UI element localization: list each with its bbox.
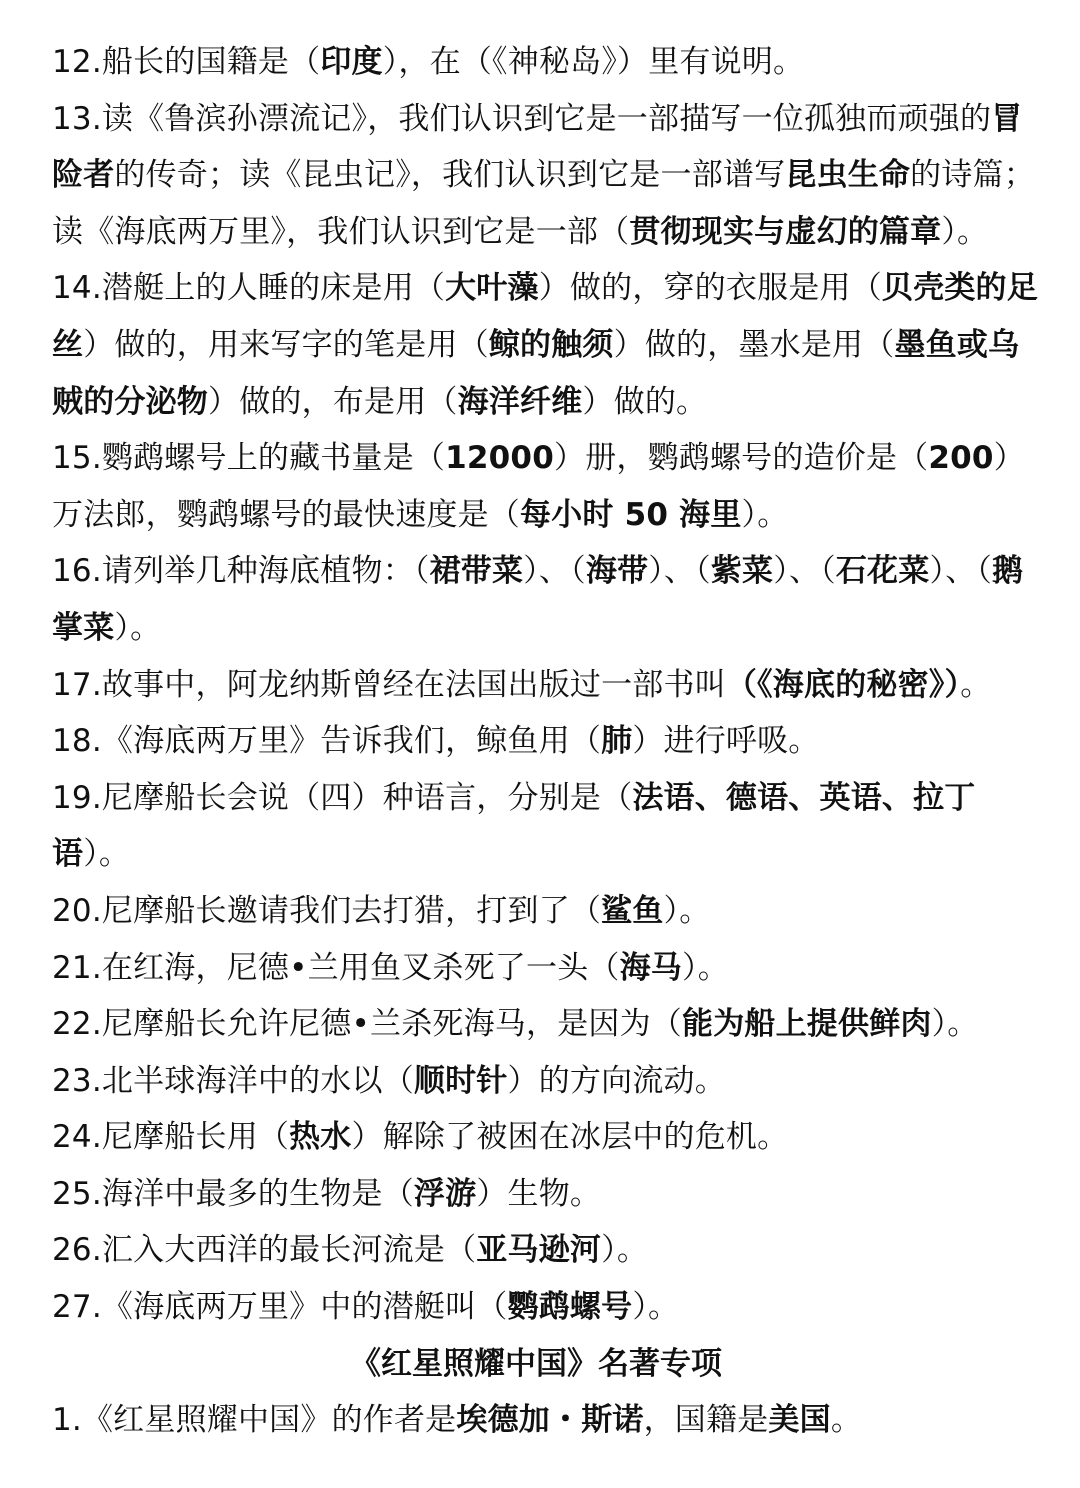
question-text: ）做的。 <box>582 383 708 420</box>
question-number: 15. <box>52 440 102 477</box>
section-question-list <box>52 1392 1040 1449</box>
question-number: 27. <box>52 1289 102 1326</box>
answer-text: 埃德加・斯诺 <box>456 1402 644 1439</box>
answer-text: 美国 <box>768 1402 831 1439</box>
question-text: 《海底两万里》中的潜艇叫（ <box>101 1289 508 1326</box>
question-list <box>52 34 1040 1336</box>
question-text: 的传奇；读《昆虫记》，我们认识到它是一部谱写 <box>114 157 786 194</box>
question-number: 12. <box>52 44 102 80</box>
answer-text: 法语、德语、英语、拉丁语 <box>52 779 976 873</box>
question-number: 19. <box>52 779 102 816</box>
question-number: 14. <box>52 270 102 307</box>
question-text: ）。 <box>931 1006 979 1043</box>
answer-text: 鹦鹉螺号 <box>507 1289 633 1326</box>
question-item <box>52 657 1040 714</box>
answer-text: 浮游 <box>413 1175 477 1212</box>
question-text: ）。 <box>741 496 789 533</box>
answer-text: 能为船上提供鲜肉 <box>682 1006 932 1043</box>
answer-text: 鲨鱼 <box>601 892 664 929</box>
answer-text: 裙带菜 <box>429 553 524 590</box>
question-number: 24. <box>52 1119 102 1156</box>
question-text: ）。 <box>632 1289 680 1326</box>
answer-text: 亚马逊河 <box>476 1232 602 1269</box>
question-number: 22. <box>52 1006 102 1043</box>
question-item <box>52 543 1040 656</box>
question-number: 25. <box>52 1175 102 1212</box>
question-number: 16. <box>52 553 102 590</box>
question-text: ）册，鹦鹉螺号的造价是（ <box>553 440 929 477</box>
question-text: ）进行呼吸。 <box>632 723 820 760</box>
question-number: 23. <box>52 1062 102 1099</box>
question-item <box>52 1222 1040 1279</box>
question-item <box>52 1109 1040 1166</box>
question-text: 读《鲁滨孙漂流记》，我们认识到它是一部描写一位孤独而顽强的 <box>101 100 992 137</box>
question-item <box>52 91 1040 261</box>
question-number: 18. <box>52 723 102 760</box>
question-text: 《红星照耀中国》的作者是 <box>81 1402 457 1439</box>
answer-text: 热水 <box>289 1119 352 1156</box>
answer-text: 海洋纤维 <box>457 383 583 420</box>
answer-text: 顺时针 <box>413 1062 508 1099</box>
question-text: ），在（《神秘岛》）里有说明。 <box>382 44 805 80</box>
question-text: 请列举几种海底植物：（ <box>101 553 430 590</box>
question-text: 。 <box>830 1402 863 1439</box>
question-text: ）。 <box>83 836 131 873</box>
question-item <box>52 430 1040 543</box>
question-text: ）生物。 <box>476 1175 602 1212</box>
question-text: 在红海，尼德•兰用鱼叉杀死了一头（ <box>101 949 620 986</box>
question-item <box>52 770 1040 883</box>
question-item <box>52 260 1040 430</box>
question-text: ）做的，墨水是用（ <box>613 326 895 363</box>
question-text: ）。 <box>114 609 162 646</box>
question-number: 17. <box>52 666 102 703</box>
answer-text: 石花菜 <box>835 553 930 590</box>
question-text: ）。 <box>663 892 711 929</box>
question-text: ）做的，布是用（ <box>208 383 458 420</box>
question-number: 1. <box>52 1402 82 1439</box>
question-text: 船长的国籍是（ <box>101 44 321 80</box>
question-text: ）的方向流动。 <box>507 1062 726 1099</box>
answer-text: 印度 <box>320 44 383 80</box>
answer-text: 12000 <box>445 440 554 477</box>
question-item <box>52 996 1040 1053</box>
question-text: ）万法郎，鹦鹉螺号的最快速度是（ <box>52 440 1025 533</box>
question-number: 13. <box>52 100 102 137</box>
question-text: 故事中，阿龙纳斯曾经在法国出版过一部书叫 <box>101 666 726 703</box>
question-text: ）、（ <box>773 553 836 590</box>
question-text: ）、（ <box>648 553 711 590</box>
question-item <box>52 883 1040 940</box>
answer-text: 肺 <box>601 723 633 760</box>
answer-text: 昆虫生命 <box>785 157 911 194</box>
question-item <box>52 1392 1040 1449</box>
question-item <box>52 1053 1040 1110</box>
answer-text: 200 <box>928 440 994 477</box>
question-item <box>52 940 1040 997</box>
question-text: 北半球海洋中的水以（ <box>101 1062 414 1099</box>
question-text: 尼摩船长用（ <box>101 1119 290 1156</box>
question-text: 尼摩船长邀请我们去打猎，打到了（ <box>101 892 602 929</box>
answer-text: 大叶藻 <box>445 270 539 307</box>
answer-text: 鲸的触须 <box>488 326 614 363</box>
question-text: ）。 <box>601 1232 649 1269</box>
question-item <box>52 34 1040 91</box>
question-text: 的诗篇；读《海底两万里》，我们认识到它是一部（ <box>52 157 1035 250</box>
answer-text: 鹅掌菜 <box>52 553 1024 646</box>
section-title: 《红星照耀中国》名著专项 <box>350 1345 722 1382</box>
question-text: 鹦鹉螺号上的藏书量是（ <box>101 440 446 477</box>
answer-text: 紫菜 <box>710 553 774 590</box>
question-text: ）做的，穿的衣服是用（ <box>538 270 882 307</box>
answer-text: （《海底的秘密》） <box>725 666 961 703</box>
question-text: 。 <box>960 666 992 703</box>
question-text: ）。 <box>941 213 989 250</box>
question-text: ）。 <box>682 949 729 986</box>
question-text: ）做的，用来写字的笔是用（ <box>83 326 489 363</box>
question-text: 潜艇上的人睡的床是用（ <box>101 270 446 307</box>
question-item <box>52 1166 1040 1223</box>
question-text: ）解除了被困在冰层中的危机。 <box>351 1119 789 1156</box>
question-text: ）、（ <box>523 553 586 590</box>
question-number: 26. <box>52 1232 102 1269</box>
answer-text: 海马 <box>619 949 682 986</box>
answer-text: 贝壳类的足丝 <box>52 270 1038 363</box>
question-item <box>52 1279 1040 1336</box>
question-text: 尼摩船长会说（四）种语言，分别是（ <box>101 779 633 816</box>
answer-text: 贯彻现实与虚幻的篇章 <box>629 213 942 250</box>
answer-text: 海带 <box>585 553 649 590</box>
answer-text: 每小时 50 海里 <box>520 496 742 533</box>
question-item <box>52 713 1040 770</box>
question-text: ，国籍是 <box>643 1402 769 1439</box>
question-text: ）、（ <box>929 553 993 590</box>
question-text: 海洋中最多的生物是（ <box>101 1175 414 1212</box>
question-number: 21. <box>52 949 102 986</box>
question-text: 尼摩船长允许尼德•兰杀死海马，是因为（ <box>101 1006 682 1043</box>
answer-text: 冒险者 <box>52 100 1023 194</box>
question-text: 汇入大西洋的最长河流是（ <box>101 1232 477 1269</box>
answer-text: 墨鱼或乌贼的分泌物 <box>52 326 1020 420</box>
question-text: 《海底两万里》告诉我们，鲸鱼用（ <box>101 723 602 760</box>
question-number: 20. <box>52 892 102 929</box>
